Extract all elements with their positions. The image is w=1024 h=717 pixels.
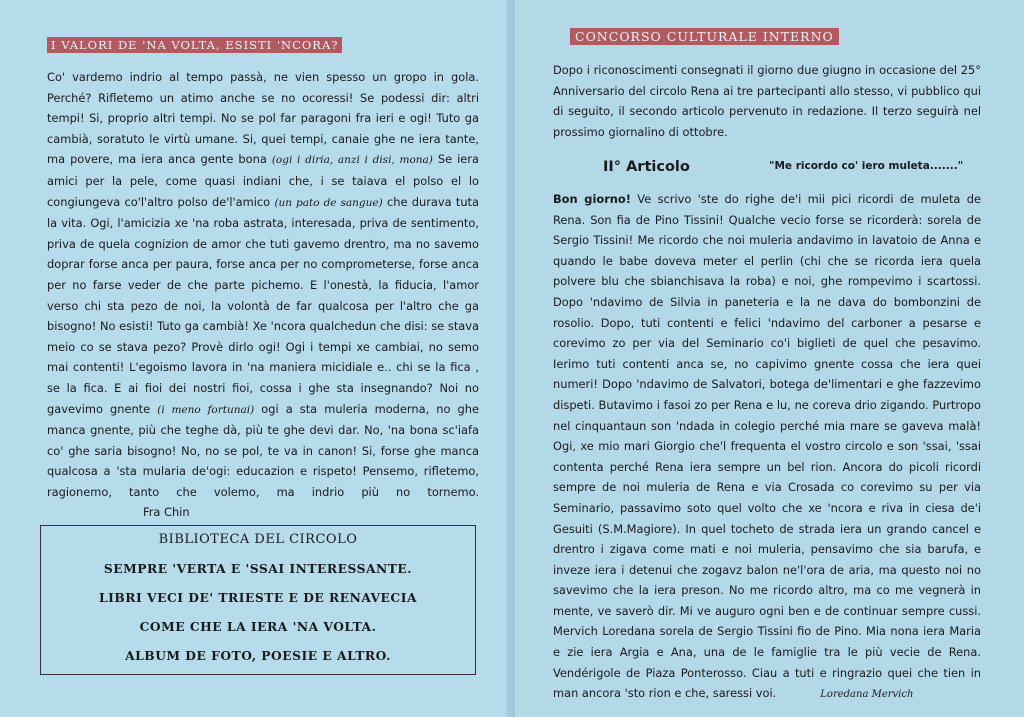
library-box-line: LIBRI VECI DE' TRIESTE E DE RENAVECIA xyxy=(99,590,417,605)
left-article-body: Co' vardemo indrio al tempo passà, ne vien spesso un gropo in gola. Perché? Rifletemo un atimo anche se no ocoressi! Se podessi dir: altri tempi! Si, proprio altri tempi. No se pol far paragoni fra ieri e ogi! Tuto ga cambià, soratuto le virtù umane. Si, quei tempi, canaie ghe ne iera tante, ma povere, ma iera anca gente bona (ogi i diria, anzi i disi, mona) Se iera amici per la pele, come quasi indiani che, i se taiava el polso el lo congiungeva co'l'altro polso de'l'amico (un pato de sangue) che durava tuta la vita. Ogi, l'amicizia xe 'na roba astrata, interesada, priva de sentimento, priva de quela cognizion de amor che tuti gavemo drentro, ma no savemo doprar forse anca per paura, forse anca per no comprometerse, forse anca per no farse veder de che parte pichemo. E l'onestà, la fiducia, l'amor verso chi sta pezo de noi, la volontà de far qualcosa per l'altro che ga bisogno! No esisti! Tuto ga cambià! Xe 'ncora qualchedun che disi: se stava meio co se stava pezo? Provè dirlo ogi! Ogi i tempi xe cambiai, no semo mai contenti! L'egoismo lavora in 'na maniera micidiale e.. chi se la fica , se la fica. E ai fioi dei nostri fioi, cossa i ghe sta insegnando? Noi no gavevimo gnente (i meno fortunai) ogi a sta muleria moderna, no ghe manca gnente, più che teghe dà, più te ghe devi dar. No, 'na bona sc'iafa co' ghe saria bisogno! No, no se pol, te va in canon! Si, forse ghe manca qualcosa a 'sta mularia de'ogi: educazion e rispeto! Pensemo, rifletemo, ragionemo, tanto che volemo, ma indrio più no tornemo.Fra Chin xyxy=(47,67,479,523)
left-page-header: I VALORI DE 'NA VOLTA, ESISTI 'NCORA? xyxy=(47,37,342,53)
library-box xyxy=(40,525,476,675)
article-label: II° Articolo xyxy=(603,159,690,175)
library-box-line: ALBUM DE FOTO, POESIE E ALTRO. xyxy=(125,648,391,663)
library-box-title: BIBLIOTECA DEL CIRCOLO xyxy=(158,532,358,547)
article-subtitle: "Me ricordo co' iero muleta......." xyxy=(769,160,964,172)
article-greeting: Bon giorno! xyxy=(553,192,631,206)
left-article-signature: Fra Chin xyxy=(143,505,190,520)
right-page xyxy=(515,0,1024,717)
library-box-line: SEMPRE 'VERTA E 'SSAI INTERESSANTE. xyxy=(103,561,413,576)
right-article-signature: Loredana Mervich xyxy=(820,689,914,701)
library-box-line: COME CHE LA IERA 'NA VOLTA. xyxy=(139,619,377,634)
right-article-body: Bon giorno! Ve scrivo 'ste do righe de'i mii pici ricordi de muleta de Rena. Son fia de Pino Tissini! Qualche vecio forse se ricorderà: sorela de Sergio Tissini! Me ricordo che noi muleria andavimo in lavatoio de Anna e quando le babe doveva meter el perlin (chi che se ricorda iera quela polvere blu che sbianchisava la roba) e noi, ghe rompevimo i scartossi. Dopo 'ndavimo de Silvia in paneteria e la ne dava do bombonzini de rosolio. Dopo, tuti contenti e felici 'ndavimo del carboner a pesarse e corevimo zo per via del Seminario co'i biglieti de quel che pesavimo. Ierimo tuti contenti anca se, no capivimo gnente cossa che iera quei numeri! Dopo 'ndavimo de Salvatori, botega de'limentari e ghe fazzevimo dispeti. Butavimo i fasoi zo per Rena e lu, ne coreva drio zigando. Purtropo nel cinquantaun son 'ndada in colegio perché mia mare se gaveva malà! Ogi, xe mio mari Giorgio che'l frequenta el vostro circolo e son 'ssai, 'ssai contenta perché Rena iera sempre un bel rion. Ancora do picoli ricordi sempre de noi muleria de Rena e via Crosada co corevimo su per via Seminario, passavimo soto quel volto che xe 'ncora e riva in ciesa de'i Gesuiti (S.M.Magiore). In quel tocheto de strada iera un grando cancel e drentro i zigava come mati e noi muleria, pensavimo che sia barufa, e inveze iera i detenui che zogavz balon ne'l'ora de aria, ma questo noi no savevimo che la iera preson. No me ricordo altro, ma co me vegnerà in mente, ve saverò dir. Mi ve auguro ogni ben e de continuar sempre cussi. Mervich Loredana sorela de Sergio Tissini fio de Pino. Mia nona iera Maria e zie iera Argia e Ana, una de le famiglie tra le più vecie de Rena. Vendérigole de Piaza Ponterosso. Ciau a tuti e ringrazio quei che tien in man ancora 'sto rion e che, saressi voi. Loredana Mervich xyxy=(553,192,981,701)
right-intro: Dopo i riconoscimenti consegnati il giorno due giugno in occasione del 25° Anniversario del circolo Rena ai tre partecipanti allo stesso, vi pubblico qui di seguito, il secondo articolo pervenuto in redazione. Il terzo seguirà nel prossimo giornalino di ottobre. xyxy=(553,63,981,139)
right-page-header: CONCORSO CULTURALE INTERNO xyxy=(570,28,839,45)
article-heading xyxy=(603,156,963,175)
